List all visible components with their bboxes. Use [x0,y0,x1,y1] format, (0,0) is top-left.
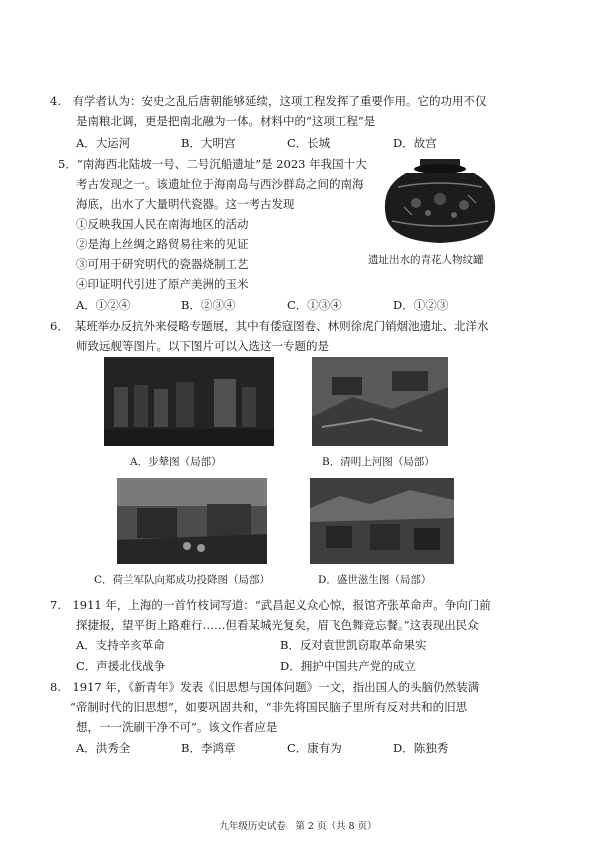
q5-option-a: A．①②④ [76,298,131,312]
dutch-surrender-image [117,478,267,564]
q7-option-d: D．拥护中国共产党的成立 [280,659,416,673]
q4-option-a: A．大运河 [76,136,131,150]
q7-option-b: B．反对袁世凯窃取革命果实 [280,638,427,652]
q6-caption-b: B．清明上河图（局部） [322,456,435,468]
q5-item-1: ①反映我国人民在南海地区的活动 [76,217,249,231]
q4-option-c: C．长城 [287,136,331,150]
q6-stem-line2: 师致远舰等图片。以下图片可以入选这一专题的是 [76,339,329,353]
q8-option-a: A．洪秀全 [76,741,131,755]
q8-option-b: B．李鸿章 [181,741,236,755]
q5-option-c: C．①③④ [287,298,342,312]
shengshi-zisheng-tu-image [310,478,454,564]
q8-option-d: D．陈独秀 [393,741,449,755]
q6-caption-c: C．荷兰军队向郑成功投降图（局部） [94,574,271,586]
q6-caption-a: A．步辇图（局部） [130,456,222,468]
q6-caption-d: D．盛世滋生图（局部） [318,574,432,586]
q5-item-4: ④印证明代引进了原产美洲的玉米 [76,277,249,291]
q8-stem-line1: 8. 1917 年，《新青年》发表《旧思想与国体问题》一文，指出国人的头脑仍然装满 [50,680,480,694]
q8-option-c: C．康有为 [287,741,342,755]
q5-item-3: ③可用于研究明代的瓷器烧制工艺 [76,257,249,271]
q6-stem-line1: 6． 某班举办反抗外来侵略专题展，其中有倭寇图卷、林则徐虎门销烟池遗址、北洋水 [50,319,489,333]
q5-option-d: D．①②③ [393,298,449,312]
porcelain-jar-image [376,157,504,245]
q7-option-c: C．声援北伐战争 [76,659,166,673]
q5-item-2: ②是海上丝绸之路贸易往来的见证 [76,237,249,251]
q5-option-b: B．②③④ [181,298,236,312]
q5-stem-line1: 5．“南海西北陆坡一号、二号沉船遗址”是 2023 年我国十大 [58,157,367,171]
q4-option-d: D．故宫 [393,136,437,150]
q4-stem-line1: 4. 有学者认为：安史之乱后唐朝能够延续，这项工程发挥了重要作用。它的功用不仅 [50,94,487,108]
jar-caption: 遗址出水的青花人物纹罐 [368,254,484,266]
q4-stem-line2: 是南粮北调，更是把南北融为一体。材料中的“这项工程”是 [76,114,376,128]
q7-stem-line2: 探捷报，望平街上路难行……但看某城光复矣，眉飞色舞竞忘餐。”这表现出民众 [76,618,479,632]
q5-stem-line3: 海底，出水了大量明代瓷器。这一考古发现 [76,197,295,211]
qingming-shanghe-tu-image [312,357,448,446]
q8-stem-line3: 想，一一洗刷干净不可”。该文作者应是 [76,720,278,734]
q5-stem-line2: 考古发现之一。该遗址位于海南岛与西沙群岛之间的南海 [76,177,364,191]
page-footer: 九年级历史试卷 第 2 页（共 8 页） [219,821,377,832]
q8-stem-line2: “帝制时代的旧思想”，如要巩固共和，“非先将国民脑子里所有反对共和的旧思 [70,700,468,714]
q4-option-b: B．大明宫 [181,136,236,150]
q7-stem-line1: 7. 1911 年，上海的一首竹枝词写道：“武昌起义众心惊，报馆齐张革命声。争向门前 [50,598,491,612]
bunian-tu-image [104,357,274,446]
q7-option-a: A．支持辛亥革命 [76,638,165,652]
